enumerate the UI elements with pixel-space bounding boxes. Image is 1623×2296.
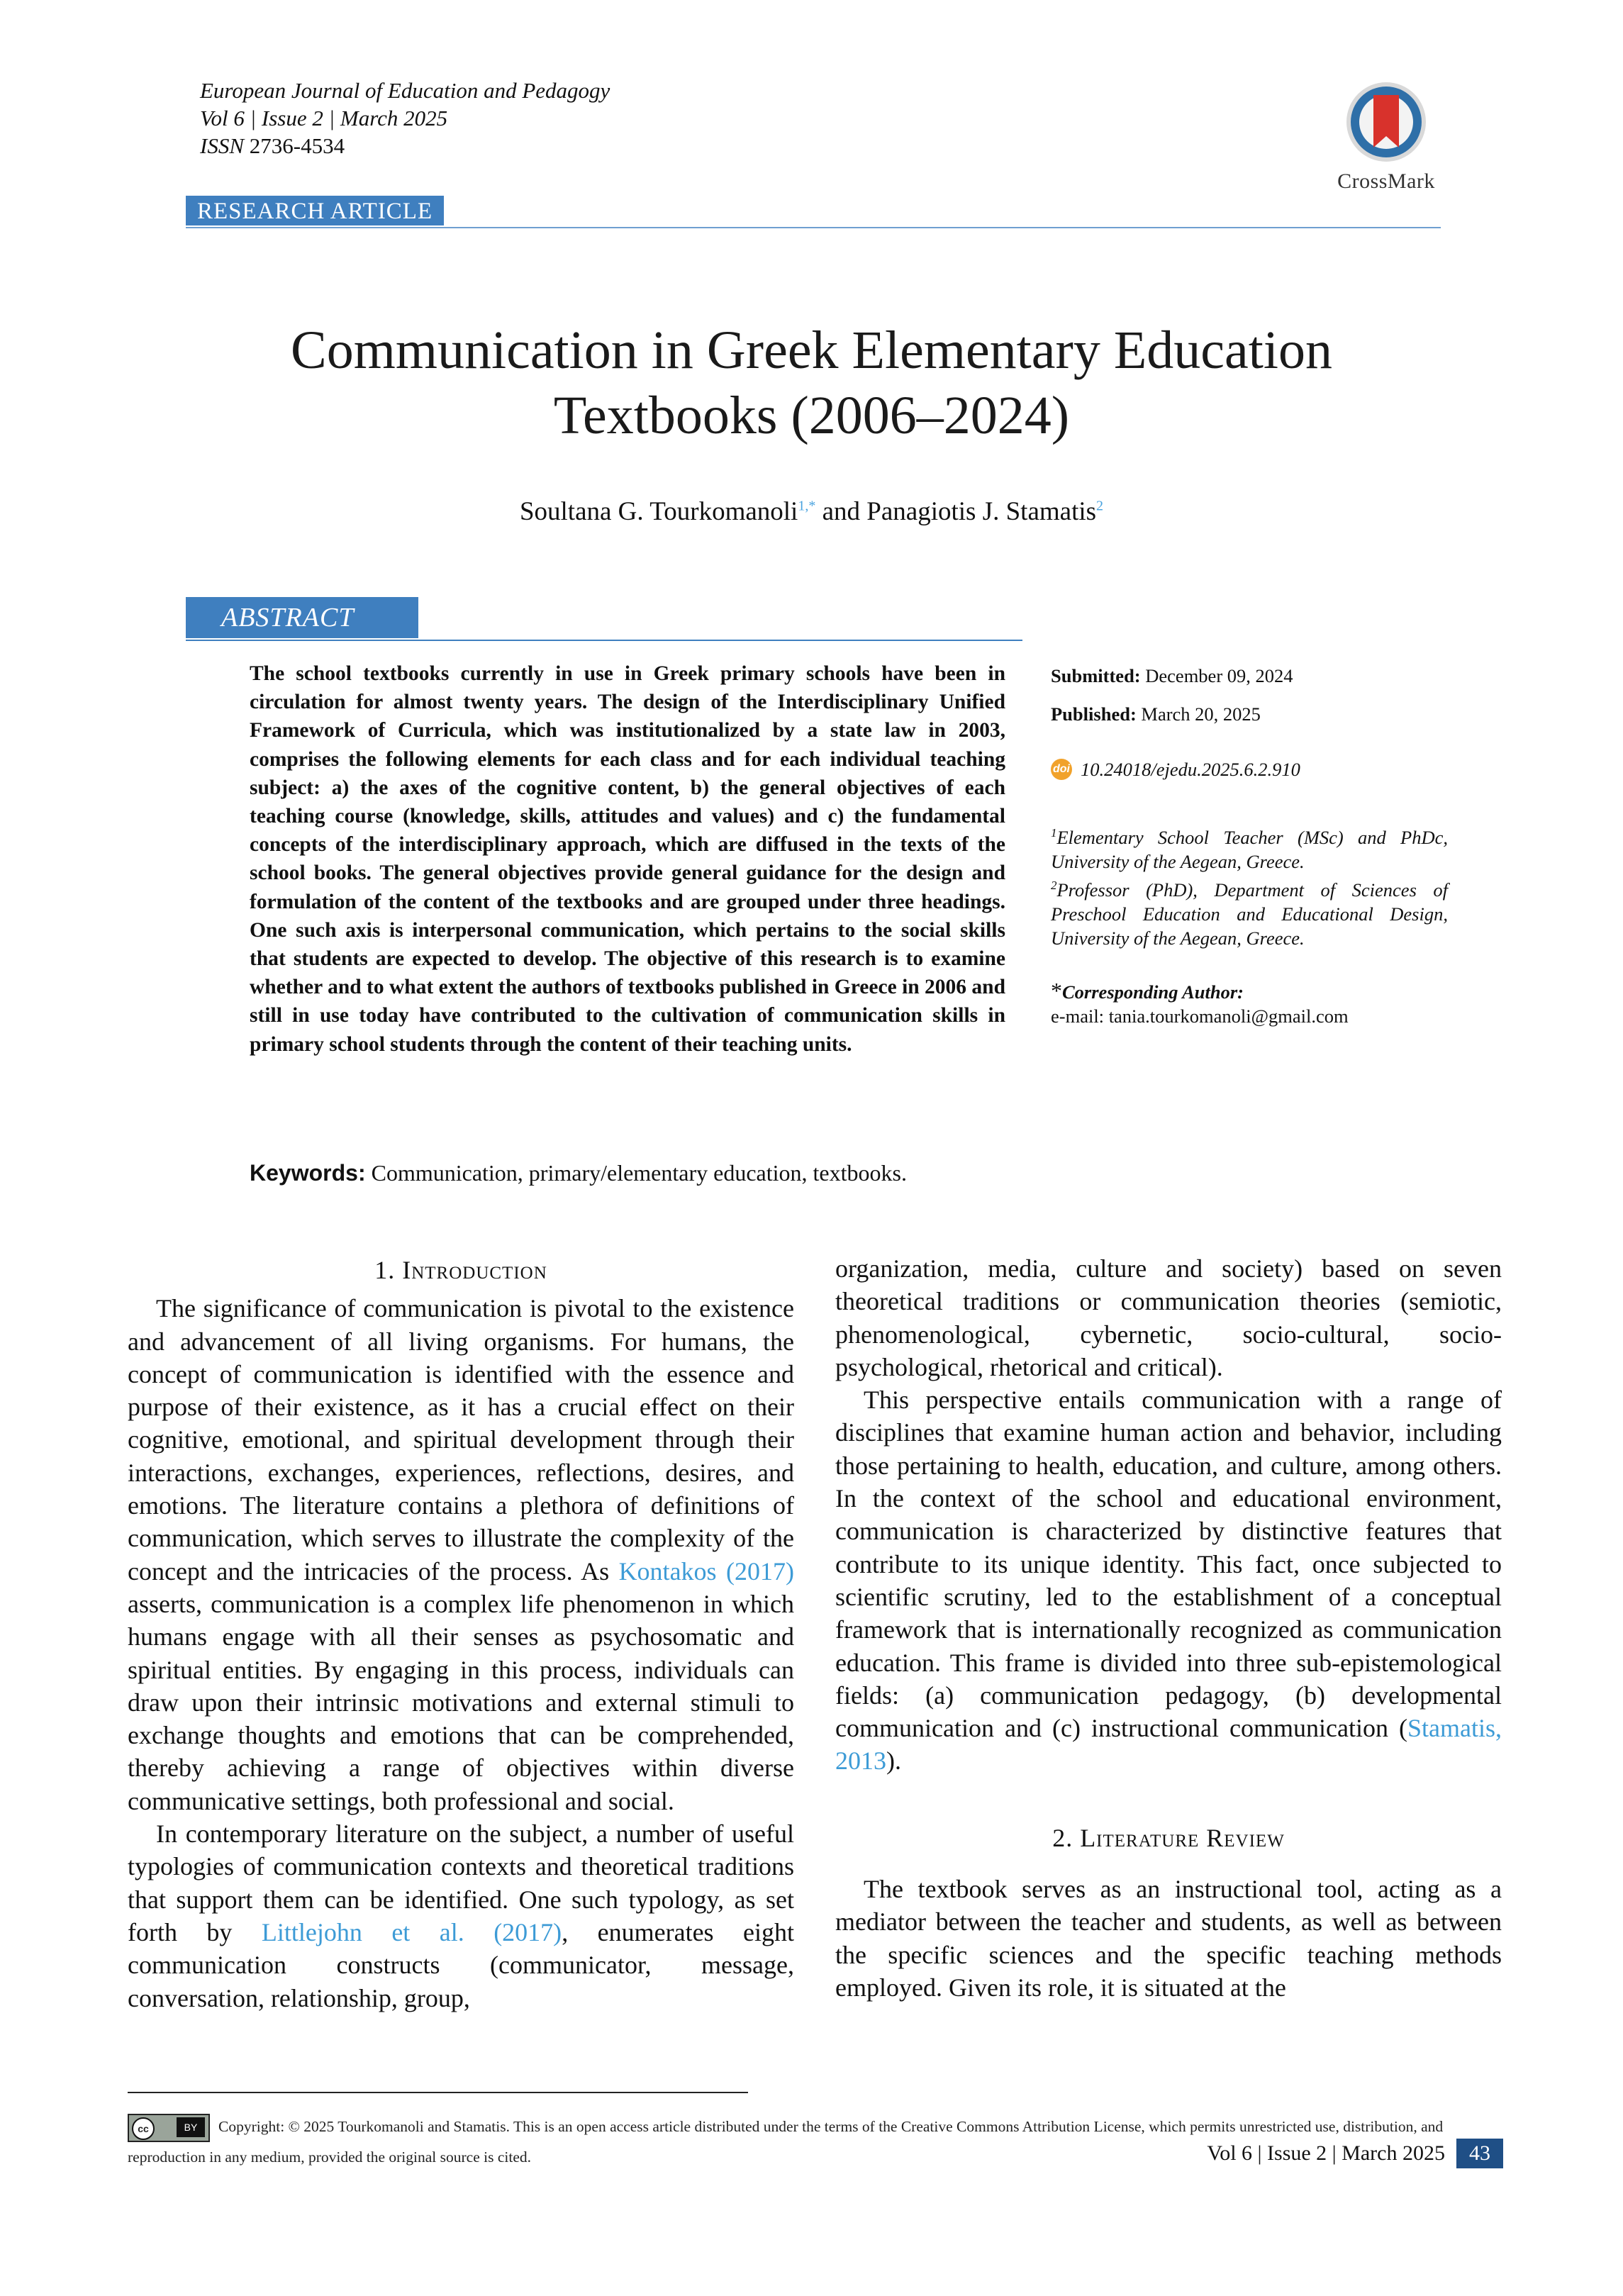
intro-p3-text-a: This perspective entails communication with a range of disciplines that examine human action and behavior, including those pertaining to health, education, and culture, among others. In the context of the school and educational environment, communication is characterized by distinctive features that contribute to its unique identity. This fact, once subjected to scientific scrutiny, led to the establishment of a conceptual framework that is internationally recognized as communication education. This frame is divided into three sub-epistemological fields: (a) communication pedagogy, (b) developmental communication and (c) instructional communication ( bbox=[835, 1386, 1502, 1743]
published-value: March 20, 2025 bbox=[1141, 703, 1261, 725]
citation-littlejohn[interactable]: Littlejohn et al. (2017) bbox=[261, 1917, 562, 1946]
intro-p1-text-a: The significance of communication is pivotal to the existence and advancement of all living organisms. For humans, the concept of communication is identified with the essence and purpose of their existence, as it has a crucial effect on their cognitive, emotional, and spiritual development through their interactions, exchanges, experiences, reflections, desires, and emotions. The literature contains a plethora of definitions of communication, which serves to illustrate the complexity of the concept and the intricacies of the process. As bbox=[128, 1294, 794, 1586]
journal-issn bbox=[200, 132, 610, 160]
affiliation-1-number: 1 bbox=[1051, 826, 1057, 840]
submitted-value: December 09, 2024 bbox=[1145, 665, 1293, 686]
keywords-label: Keywords: bbox=[250, 1160, 366, 1186]
email-address[interactable]: tania.tourkomanoli@gmail.com bbox=[1108, 1005, 1349, 1027]
abstract-text: The school textbooks currently in use in Greek primary schools have been in circulation for almost twenty years. The design of the Interdisciplinary Unified Framework of Curricula, which was institutionalized by a state law in 2003, comprises the following elements for each class and for each individual teaching subject: a) the axes of the cognitive content, b) the general objectives of each teaching course (knowledge, skills, attitudes and values) and c) the fundamental concepts of the interdisciplinary approach, which are diffused in the texts of the school books. The general objectives provide general guidance for the design and formulation of the content of the textbooks and are grouped under three headings. One such axis is interpersonal communication, which pertains to the social skills that students are expected to develop. The objective of this research is to examine whether and to what extent the authors of textbooks published in Greece in 2006 and still in use today have contributed to the cultivation of communication skills in primary school students through the content of their teaching units. bbox=[250, 662, 1005, 1056]
author-1: Soultana G. Tourkomanoli bbox=[519, 497, 798, 526]
published-label: Published: bbox=[1051, 703, 1137, 725]
doi-row bbox=[1051, 757, 1448, 781]
intro-p2-text-a: In contemporary literature on the subject, a number of useful typologies of communication contexts and theoretical traditions that support them can be identified. One such typology, as set forth by bbox=[128, 1819, 794, 1946]
citation-kontakos[interactable]: Kontakos (2017) bbox=[618, 1556, 794, 1586]
issn-number: 2736-4534 bbox=[249, 133, 345, 158]
issn-label: ISSN bbox=[200, 133, 244, 158]
submitted-label: Submitted: bbox=[1051, 665, 1141, 686]
section-2-heading: 2. Literature Review bbox=[1052, 1823, 1285, 1852]
corresponding-heading bbox=[1051, 979, 1448, 1004]
title-line-1: Communication in Greek Elementary Education bbox=[291, 321, 1332, 380]
copyright-text: Copyright: © 2025 Tourkomanoli and Stamatis. This is an open access article distributed under the terms of the Creative Commons Attribution License, which permits unrestricted use, distribution, and reproduction in any medium, provided the original source is cited. bbox=[128, 2118, 1444, 2166]
citation-stamatis[interactable]: Stamatis, 2013 bbox=[835, 1714, 1502, 1776]
abstract-divider bbox=[186, 640, 1022, 641]
title-line-2: Textbooks (2006–2024) bbox=[553, 386, 1070, 445]
body-column-left bbox=[128, 1256, 794, 2014]
page-number: 43 bbox=[1456, 2139, 1503, 2168]
intro-paragraph-2 bbox=[128, 1817, 794, 2014]
header-divider bbox=[186, 227, 1441, 228]
corresponding-label: Corresponding Author: bbox=[1062, 981, 1244, 1003]
author-2-affiliation[interactable]: 2 bbox=[1096, 498, 1104, 514]
corresponding-author bbox=[1051, 979, 1448, 1028]
article-type-badge: RESEARCH ARTICLE bbox=[186, 196, 444, 225]
footer-issue: Vol 6 | Issue 2 | March 2025 bbox=[1207, 2141, 1445, 2165]
intro-paragraph-1 bbox=[128, 1292, 794, 1817]
cc-icon: cc bbox=[132, 2117, 155, 2140]
affiliation-1 bbox=[1051, 821, 1448, 874]
affiliation-2 bbox=[1051, 874, 1448, 950]
crossmark-label: CrossMark bbox=[1337, 169, 1435, 193]
journal-issue: Vol 6 | Issue 2 | March 2025 bbox=[200, 106, 448, 130]
corresponding-email bbox=[1051, 1004, 1448, 1028]
intro-p1-text-b: asserts, communication is a complex life phenomenon in which humans engage with all their senses as psychosomatic and spiritual entities. By engaging in this process, individuals can draw upon their intrinsic motivations and external stimuli to exchange thoughts and emotions that can be comprehended, thereby achieving a range of objectives within diverse communicative settings, both professional and social. bbox=[128, 1589, 794, 1815]
doi-link[interactable]: 10.24018/ejedu.2025.6.2.910 bbox=[1081, 759, 1300, 780]
keywords bbox=[250, 1160, 1100, 1186]
footnote-divider bbox=[128, 2092, 748, 2093]
section-1-heading: 1. Introduction bbox=[374, 1256, 547, 1284]
page-footer bbox=[1092, 2139, 1503, 2168]
author-joiner: and bbox=[822, 497, 861, 526]
by-icon: BY bbox=[177, 2117, 205, 2137]
keywords-text: Communication, primary/elementary education, textbooks. bbox=[371, 1160, 907, 1186]
author-2: Panagiotis J. Stamatis bbox=[866, 497, 1097, 526]
affiliation-2-number: 2 bbox=[1051, 878, 1057, 892]
abstract-heading: ABSTRACT bbox=[186, 597, 418, 638]
doi-icon: doi bbox=[1051, 759, 1072, 780]
cc-by-license-icon[interactable] bbox=[128, 2114, 210, 2142]
published-date bbox=[1051, 702, 1448, 726]
intro-paragraph-2-continued: organization, media, culture and society) based on seven theoretical traditions or communication theories (semiotic, phenomenological, cybernetic, socio-cultural, socio-psychological, rhetorical and critical). bbox=[835, 1254, 1502, 1381]
author-list bbox=[142, 496, 1481, 527]
crossmark-bookmark-icon bbox=[1344, 79, 1429, 165]
journal-info bbox=[200, 77, 610, 160]
intro-paragraph-3 bbox=[835, 1383, 1502, 1778]
email-label: e-mail: bbox=[1051, 1005, 1105, 1027]
corresponding-star: * bbox=[1051, 978, 1062, 1003]
journal-name: European Journal of Education and Pedagogy bbox=[200, 78, 610, 103]
crossmark-badge[interactable] bbox=[1326, 79, 1446, 194]
body-column-right bbox=[835, 1252, 1502, 2004]
intro-p3-text-b: ). bbox=[886, 1746, 901, 1776]
affiliations bbox=[1051, 821, 1448, 950]
intro-p2-text-b: , enumerates eight communication constructs (communicator, message, conversation, relationship, group, bbox=[128, 1917, 794, 2012]
author-1-affiliation[interactable]: 1,* bbox=[798, 498, 816, 514]
review-paragraph-1: The textbook serves as an instructional tool, acting as a mediator between the teacher and students, as well as between the specific sciences and the specific teaching methods employed. Given its role, it is situated at the bbox=[835, 1875, 1502, 2002]
affiliation-2-text: Professor (PhD), Department of Sciences of Preschool Education and Educational Design, University of the Aegean, Greece. bbox=[1051, 879, 1448, 949]
paper-title bbox=[142, 318, 1481, 448]
affiliation-1-text: Elementary School Teacher (MSc) and PhDc, University of the Aegean, Greece. bbox=[1051, 826, 1448, 872]
submitted-date bbox=[1051, 664, 1448, 688]
